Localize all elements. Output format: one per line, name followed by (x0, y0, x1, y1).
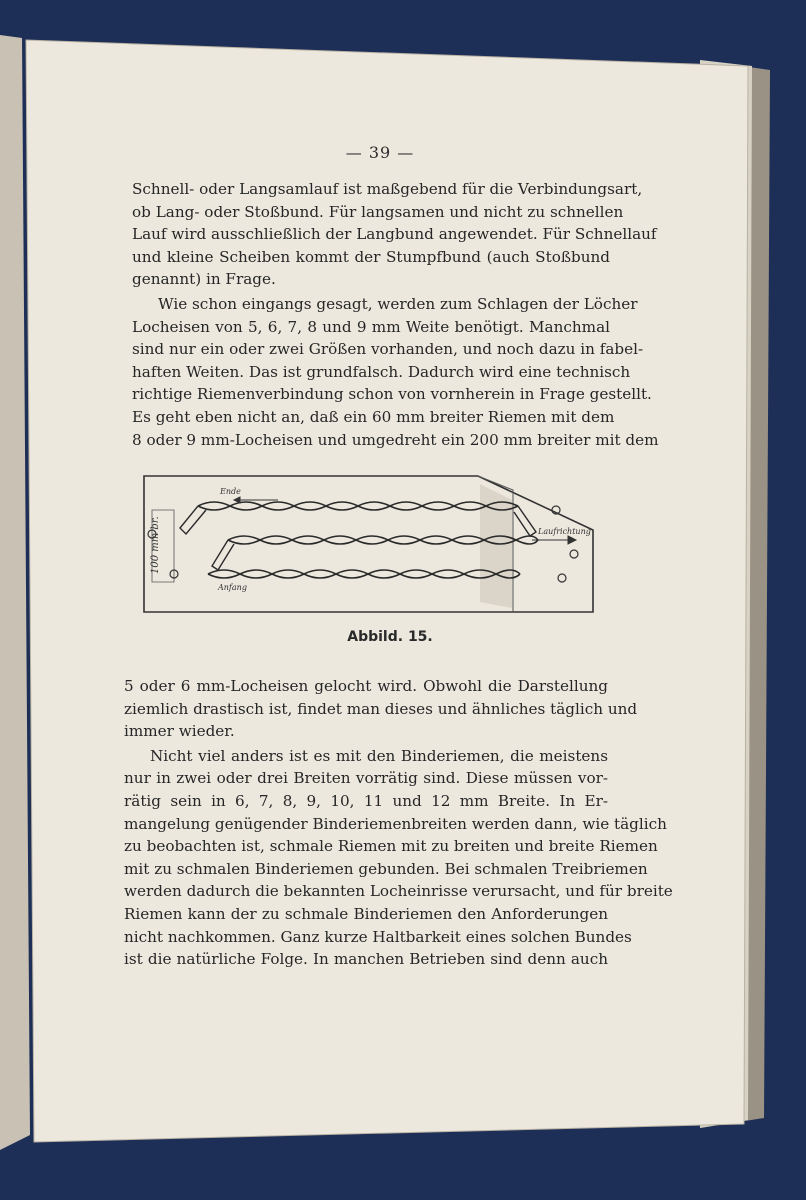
text-line: Schnell- oder Langsamlauf ist maßgebend für die Verbindungsart, (132, 180, 643, 198)
paragraph (124, 675, 638, 743)
hole-marker (558, 574, 566, 582)
text-block-top (132, 178, 659, 451)
text-block-bottom (124, 675, 673, 971)
text-line: haften Weiten. Das ist grundfalsch. Dadurch wird eine technisch (132, 362, 631, 381)
text-line: Locheisen von 5, 6, 7, 8 und 9 mm Weite benötigt. Manchmal (132, 317, 610, 336)
text-line: ob Lang- oder Stoßbund. Für langsamen und nicht zu schnellen (132, 202, 624, 221)
paragraph (132, 293, 659, 451)
paragraph (132, 178, 657, 291)
figure-direction-label: Laufrichtung (538, 527, 591, 536)
text-line: genannt) in Frage. (132, 270, 276, 289)
text-line: sind nur ein oder zwei Größen vorhanden, und noch dazu in fabel- (132, 340, 644, 359)
text-line: nicht nachkommen. Ganz kurze Haltbarkeit eines solchen Bundes (124, 927, 632, 946)
figure-width-label: 100 mm br. (150, 516, 161, 574)
text-line: mangelung genügender Binderiemenbreiten werden dann, wie täglich (124, 814, 667, 833)
text-line: ziemlich drastisch ist, findet man dieses und ähnliches täglich und (124, 699, 638, 718)
hole-marker (570, 550, 578, 558)
figure-start-label: Anfang (218, 583, 247, 592)
text-line: Riemen kann der zu schmale Binderiemen den Anforderungen (124, 904, 608, 923)
text-line: Wie schon eingangs gesagt, werden zum Schlagen der Löcher (158, 294, 638, 313)
text-line: Lauf wird ausschließlich der Langbund angewendet. Für Schnellauf (132, 225, 657, 244)
text-line: 5 oder 6 mm-Locheisen gelocht wird. Obwohl die Darstellung (124, 677, 608, 695)
page-number: — 39 — (345, 143, 415, 162)
paragraph (124, 745, 673, 971)
text-line: und kleine Scheiben kommt der Stumpfbund (auch Stoßbund (132, 247, 610, 266)
text-line: 8 oder 9 mm-Locheisen und umgedreht ein 200 mm breiter mit dem (132, 430, 659, 449)
figure-end-label: Ende (220, 487, 241, 496)
text-line: richtige Riemenverbindung schon von vornherein in Frage gestellt. (132, 385, 652, 404)
text-line: Nicht viel anders ist es mit den Binderiemen, die meistens (150, 746, 608, 765)
figure-caption: Abbild. 15. (347, 629, 433, 645)
text-line: immer wieder. (124, 722, 235, 741)
text-line: ist die natürliche Folge. In manchen Betrieben sind denn auch (124, 950, 608, 969)
text-line: mit zu schmalen Binderiemen gebunden. Bei schmalen Treibriemen (124, 859, 648, 878)
text-line: nur in zwei oder drei Breiten vorrätig sind. Diese müssen vor- (124, 769, 608, 788)
text-line: werden dadurch die bekannten Locheinrisse verursacht, und für breite (124, 882, 673, 901)
belt-lacing-figure (128, 470, 608, 620)
text-line: rätig sein in 6, 7, 8, 9, 10, 11 und 12 mm Breite. In Er- (124, 791, 608, 810)
text-line: zu beobachten ist, schmale Riemen mit zu breiten und breite Riemen (124, 837, 658, 856)
text-line: Es geht eben nicht an, daß ein 60 mm breiter Riemen mit dem (132, 407, 615, 426)
